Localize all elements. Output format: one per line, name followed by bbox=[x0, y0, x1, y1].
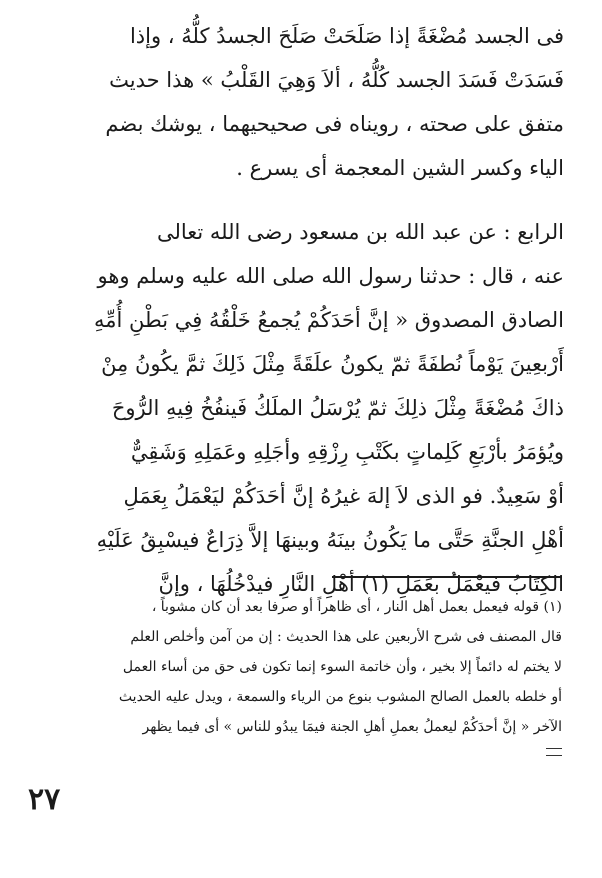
text-line: أَرْبعِينَ يَوْماً نُطفَةً ثمّ يكونُ علَقَةً مِثْلَ ذَلِكَ ثمَّ يكُونُ مِنْ bbox=[101, 352, 564, 376]
footnote-line: لا يختم له دائماً إلا بخير ، وأن خاتمة السوء إنما تكون فى حق من أساء العمل bbox=[122, 659, 562, 675]
page-number: ٢٧ bbox=[28, 782, 61, 817]
footnotes-block bbox=[40, 592, 562, 742]
footnote-line: (١) قوله فيعمل بعمل أهل النار ، أى ظاهراً أو صرفا بعد أن كان مشوباً ، bbox=[151, 599, 562, 615]
text-line: الياء وكسر الشين المعجمة أى يسرع . bbox=[236, 156, 564, 180]
footnote-line: قال المصنف فى شرح الأربعين على هذا الحديث : إن من آمن وأخلص العلم bbox=[130, 629, 562, 645]
text-line: أوْ سَعِيدٌ. فو الذى لاَ إلهَ غيرُهُ إنَّ أحَدَكُمْ ليَعْمَلُ بِعَمَلِ bbox=[123, 484, 564, 508]
footnote-line: الآخر « إنَّ أحدَكُمْ ليعملُ بعملِ أهلِ الجنة فيمَا يبدُو للناس » أى فيما يظهر bbox=[142, 719, 562, 735]
footnote-separator-rule bbox=[332, 576, 562, 578]
main-text-body bbox=[38, 14, 564, 606]
text-line: ويُؤمَرُ بأرْبَعِ كَلِماتٍ بكَتْبِ رِزْقِهِ وأجَلِهِ وعَمَلِهِ وَشَقِيٌّ bbox=[130, 440, 564, 464]
text-line: فى الجسد مُضْغَةً إذا صَلَحَتْ صَلَحَ الجسدُ كلُّهُ ، وإذا bbox=[129, 24, 564, 48]
paragraph-gap bbox=[38, 190, 564, 210]
text-line: أهْلِ الجنَّةِ حَتَّى ما يَكُونُ بينَهُ وبينهَا إلاَّ ذِرَاعٌ فيسْبِقُ عَلَيْهِ bbox=[96, 528, 564, 552]
continuation-mark bbox=[546, 748, 562, 756]
text-line: فَسَدَتْ فَسَدَ الجسد كُلُّهُ ، ألاَ وَهِيَ القَلْبُ » هذا حديث bbox=[109, 68, 564, 92]
text-line: ذاكَ مُضْغَةً مِثْلَ ذلِكَ ثمّ يُرْسَلُ الملَكُ فَينفُخُ فِيهِ الرُّوحَ bbox=[111, 396, 564, 420]
text-line: الرابع : عن عبد الله بن مسعود رضى الله تعالى bbox=[156, 220, 564, 244]
text-line: متفق على صحته ، رويناه فى صحيحيهما ، يوشك بضم bbox=[105, 112, 564, 136]
footnote-line: أو خلطه بالعمل الصالح المشوب بنوع من الرياء والسمعة ، ويدل عليه الحديث bbox=[118, 689, 562, 705]
text-line: الكِتَابُ فيعْمَلُ بعَمَلِ (١) أهْلِ النَّارِ فيدْخُلُهَا ، وإنَّ bbox=[158, 572, 564, 596]
text-line: الصادق المصدوق « إنَّ أحَدَكُمْ يُجمعُ خَلْقُهُ فِي بَطْنِ أُمِّهِ bbox=[94, 308, 564, 332]
text-line: عنه ، قال : حدثنا رسول الله صلى الله عليه وسلم وهو bbox=[97, 264, 564, 288]
